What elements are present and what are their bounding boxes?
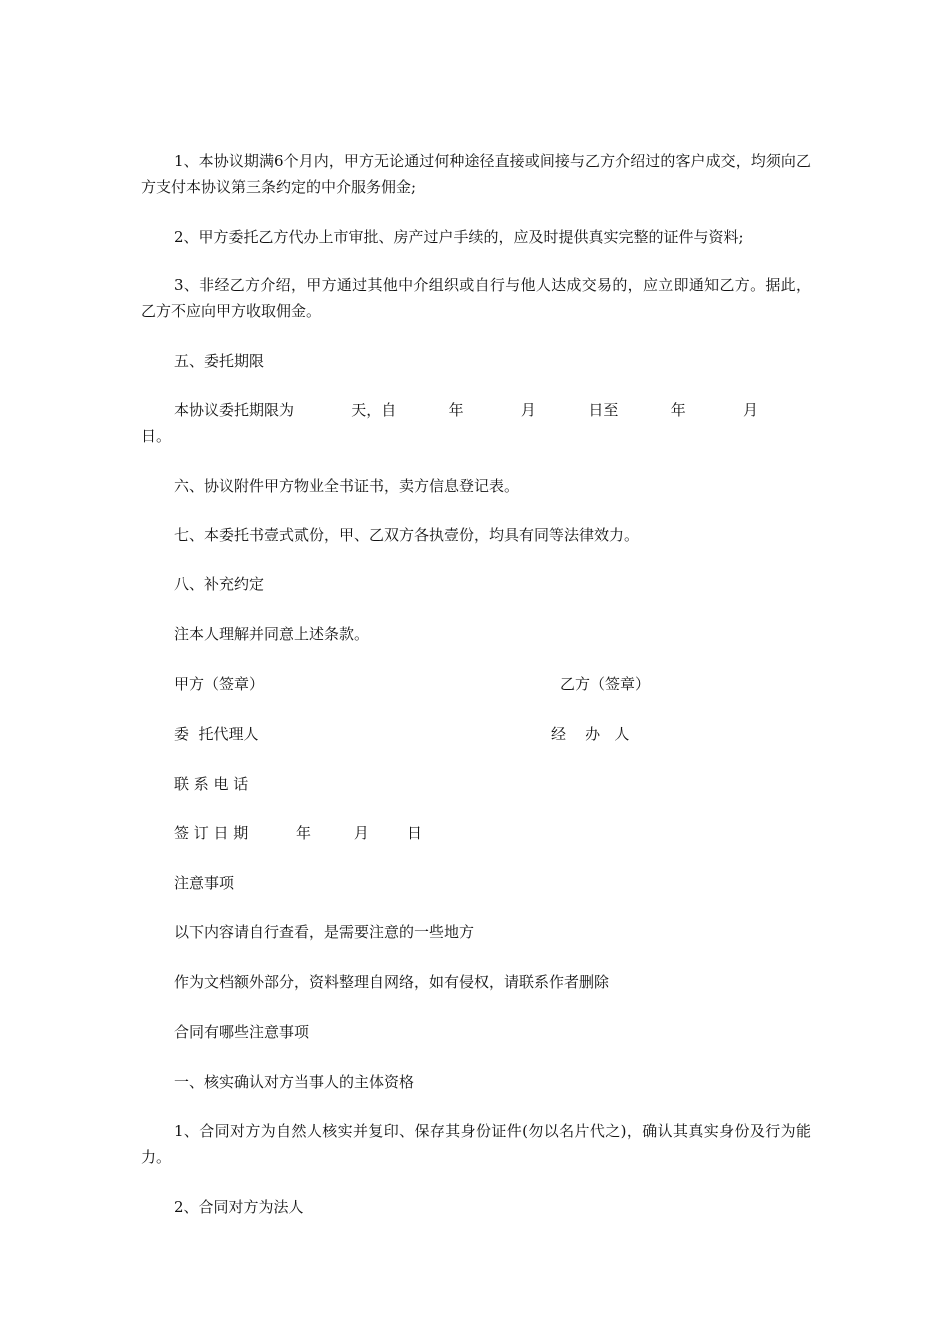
phone-label: 联 系 电 话 — [174, 775, 249, 793]
section-8-heading: 八、补充约定 — [174, 575, 265, 593]
party-a-signature: 甲方（签章） — [174, 675, 265, 693]
term-line-1: 本协议委托期限为 天，自 年 月 日至 年 月 — [174, 401, 758, 419]
notes-line-6: 2、合同对方为法人 — [174, 1198, 304, 1216]
handler-label: 经 办 人 — [551, 725, 630, 743]
section-5-heading: 五、委托期限 — [174, 352, 265, 370]
notes-title: 注意事项 — [174, 874, 235, 892]
paragraph-1: 1、本协议期满6个月内，甲方无论通过何种途径直接或间接与乙方介绍过的客户成交，均须向乙方支付本协议第三条约定的中介服务佣金; — [141, 152, 811, 196]
notes-line-1: 以下内容请自行查看，是需要注意的一些地方 — [174, 923, 475, 941]
agreement-note: 注本人理解并同意上述条款。 — [174, 625, 370, 643]
notes-line-4: 一、核实确认对方当事人的主体资格 — [174, 1073, 415, 1091]
paragraph-3: 3、非经乙方介绍，甲方通过其他中介组织或自行与他人达成交易的，应立即通知乙方。据此，乙方不应向甲方收取佣金。 — [141, 276, 811, 320]
signing-date-label: 签 订 日 期 年 月 日 — [174, 824, 423, 842]
agent-label: 委 托代理人 — [174, 725, 259, 743]
notes-line-3: 合同有哪些注意事项 — [174, 1023, 310, 1041]
section-7: 七、本委托书壹式贰份，甲、乙双方各执壹份，均具有同等法律效力。 — [174, 526, 640, 544]
notes-line-2: 作为文档额外部分，资料整理自网络，如有侵权，请联系作者删除 — [174, 973, 610, 991]
paragraph-2: 2、甲方委托乙方代办上市审批、房产过户手续的，应及时提供真实完整的证件与资料; — [174, 228, 744, 246]
party-b-signature: 乙方（签章） — [560, 675, 651, 693]
section-6: 六、协议附件甲方物业全书证书，卖方信息登记表。 — [174, 477, 520, 495]
notes-paragraph-5: 1、合同对方为自然人核实并复印、保存其身份证件(勿以名片代之)，确认其真实身份及行为能力。 — [141, 1122, 811, 1166]
term-line-2: 日。 — [141, 427, 172, 445]
